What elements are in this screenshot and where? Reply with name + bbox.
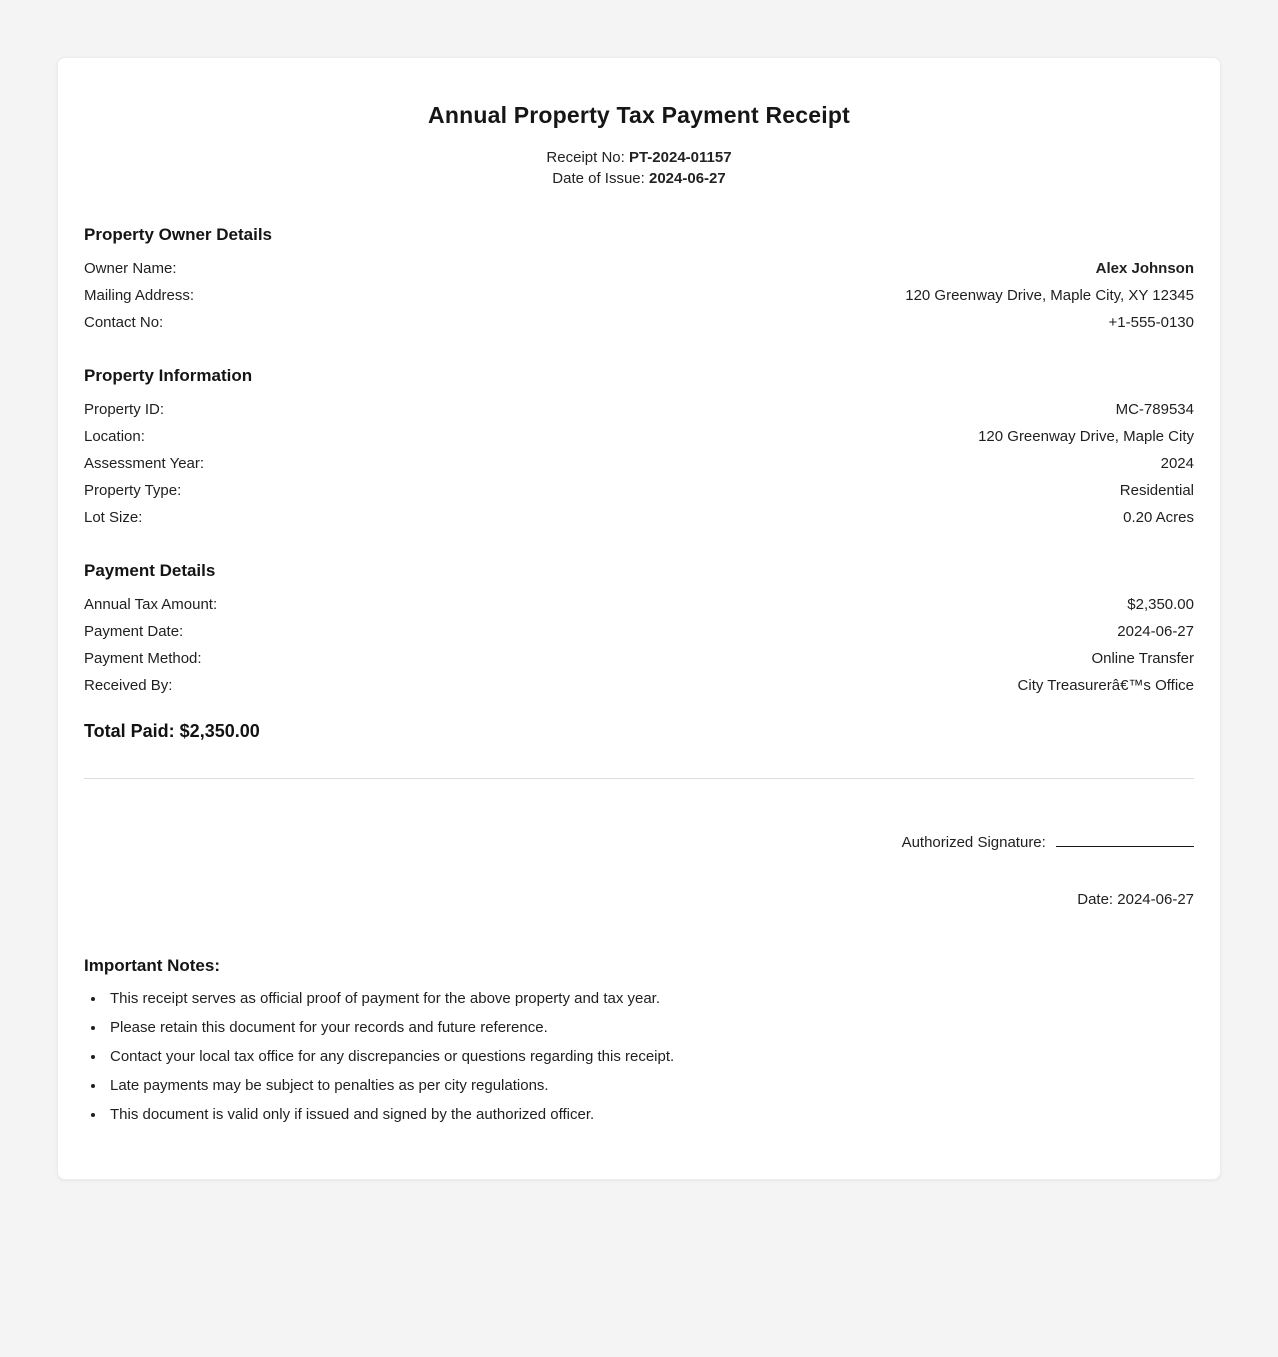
assessment-year-label: Assessment Year: xyxy=(84,455,205,472)
location-value: 120 Greenway Drive, Maple City xyxy=(978,428,1194,445)
receipt-number-line xyxy=(84,147,1194,168)
issue-date-label: Date of Issue: xyxy=(552,170,645,187)
payment-method-row xyxy=(84,645,1194,672)
assessment-year-value: 2024 xyxy=(1160,455,1194,472)
annual-tax-amount-label: Annual Tax Amount: xyxy=(84,596,218,613)
property-id-label: Property ID: xyxy=(84,401,165,418)
mailing-address-value: 120 Greenway Drive, Maple City, XY 12345 xyxy=(905,287,1194,304)
issue-date-value: 2024-06-27 xyxy=(649,170,726,187)
property-id-row xyxy=(84,396,1194,423)
note-item: • This document is valid only if issued and signed by the authorized officer. xyxy=(106,1104,1194,1126)
payment-method-label: Payment Method: xyxy=(84,650,202,667)
lot-size-label: Lot Size: xyxy=(84,509,143,526)
receipt-card xyxy=(57,57,1221,1180)
location-label: Location: xyxy=(84,428,145,445)
authorized-signature-line xyxy=(84,833,1194,851)
annual-tax-amount-value: $2,350.00 xyxy=(1127,596,1194,613)
received-by-row xyxy=(84,672,1194,699)
lot-size-value: 0.20 Acres xyxy=(1123,509,1194,526)
location-row xyxy=(84,423,1194,450)
payment-method-value: Online Transfer xyxy=(1091,650,1194,667)
contact-no-value: +1-555-0130 xyxy=(1108,314,1194,331)
mailing-address-row xyxy=(84,282,1194,309)
lot-size-row xyxy=(84,504,1194,531)
section-heading-owner: Property Owner Details xyxy=(84,225,273,244)
annual-tax-amount-row xyxy=(84,591,1194,618)
received-by-value: City Treasurerâ€™s Office xyxy=(1017,677,1194,694)
owner-name-label: Owner Name: xyxy=(84,260,177,277)
note-item: • Late payments may be subject to penalties as per city regulations. xyxy=(106,1075,1194,1097)
signature-date: Date: 2024-06-27 xyxy=(1077,891,1194,908)
note-item: • Contact your local tax office for any discrepancies or questions regarding this receipt. xyxy=(106,1046,1194,1068)
received-by-label: Received By: xyxy=(84,677,173,694)
owner-name-value: Alex Johnson xyxy=(1095,260,1194,277)
receipt-number-value: PT-2024-01157 xyxy=(628,149,732,166)
notes-list xyxy=(84,988,1194,1126)
page-title: Annual Property Tax Payment Receipt xyxy=(428,102,850,128)
contact-no-row xyxy=(84,309,1194,336)
contact-no-label: Contact No: xyxy=(84,314,164,331)
property-type-row xyxy=(84,477,1194,504)
issue-date-line xyxy=(84,168,1194,189)
property-type-value: Residential xyxy=(1119,482,1194,499)
payment-date-value: 2024-06-27 xyxy=(1117,623,1194,640)
authorized-signature-label: Authorized Signature: xyxy=(901,834,1046,851)
notes-heading: Important Notes: xyxy=(84,956,220,975)
owner-name-row xyxy=(84,255,1194,282)
receipt-number-label: Receipt No: xyxy=(546,149,625,166)
section-heading-payment: Payment Details xyxy=(84,561,216,580)
total-paid: Total Paid: $2,350.00 xyxy=(84,721,260,741)
note-item: • This receipt serves as official proof of payment for the above property and tax year. xyxy=(106,988,1194,1010)
mailing-address-label: Mailing Address: xyxy=(84,287,195,304)
payment-date-row xyxy=(84,618,1194,645)
payment-date-label: Payment Date: xyxy=(84,623,184,640)
property-id-value: MC-789534 xyxy=(1115,401,1194,418)
signature-blank-line xyxy=(1056,833,1194,847)
section-heading-property: Property Information xyxy=(84,366,253,385)
section-divider xyxy=(84,778,1194,779)
note-item: • Please retain this document for your records and future reference. xyxy=(106,1017,1194,1039)
assessment-year-row xyxy=(84,450,1194,477)
property-type-label: Property Type: xyxy=(84,482,182,499)
